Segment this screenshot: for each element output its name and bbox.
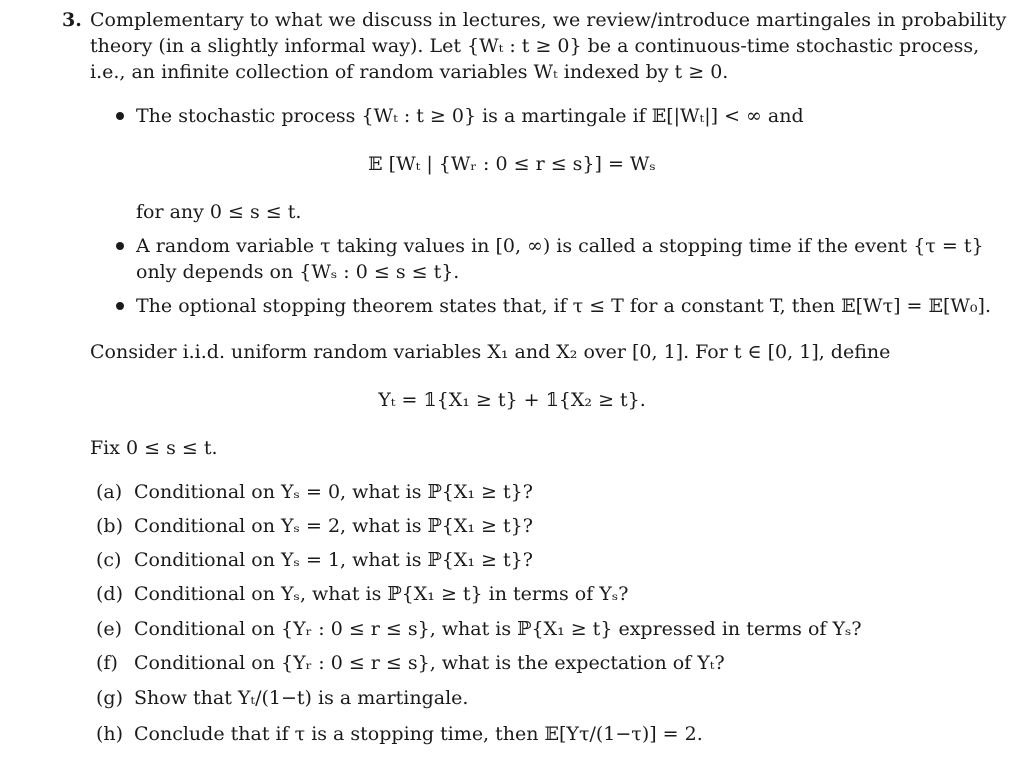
intro-line-2: theory (in a slightly informal way). Let {Wₜ : t ≥ 0} be a continuous-time stochastic process, [90,35,980,57]
bullet-marker [116,242,124,250]
part-b-label: (b) [96,515,123,537]
fix-text: Fix 0 ≤ s ≤ t. [90,437,218,459]
part-d-text: Conditional on Yₛ, what is ℙ{X₁ ≥ t} in terms of Yₛ? [134,583,629,605]
intro-line-1: Complementary to what we discuss in lectures, we review/introduce martingales in probability [90,9,1007,31]
part-f-text: Conditional on {Yᵣ : 0 ≤ r ≤ s}, what is the expectation of Yₜ? [134,652,725,674]
part-a-text: Conditional on Yₛ = 0, what is ℙ{X₁ ≥ t}? [134,481,533,503]
part-h-text: Conclude that if τ is a stopping time, then 𝔼[Yτ/(1−τ)] = 2. [134,723,703,745]
martingale-equation: 𝔼 [Wₜ | {Wᵣ : 0 ≤ r ≤ s}] = Wₛ [368,153,656,175]
part-g-text: Show that Yₜ/(1−t) is a martingale. [134,687,469,709]
part-b-text: Conditional on Yₛ = 2, what is ℙ{X₁ ≥ t}? [134,515,533,537]
part-f-label: (f) [96,652,118,674]
bullet-1-line-1: The stochastic process {Wₜ : t ≥ 0} is a martingale if 𝔼[|Wₜ|] < ∞ and [136,105,804,127]
bullet-1-line-2: for any 0 ≤ s ≤ t. [136,201,302,223]
intro-line-3: i.e., an infinite collection of random variables Wₜ indexed by t ≥ 0. [90,61,729,83]
part-e-text: Conditional on {Yᵣ : 0 ≤ r ≤ s}, what is ℙ{X₁ ≥ t} expressed in terms of Yₛ? [134,618,862,640]
part-a-label: (a) [96,481,123,503]
part-d-label: (d) [96,583,123,605]
part-c-label: (c) [96,549,122,571]
problem-number: 3. [62,9,82,31]
consider-text: Consider i.i.d. uniform random variables X₁ and X₂ over [0, 1]. For t ∈ [0, 1], define [90,341,891,363]
bullet-3-line-1: The optional stopping theorem states that, if τ ≤ T for a constant T, then 𝔼[Wτ] = 𝔼[W₀]. [136,295,991,317]
bullet-2-line-1: A random variable τ taking values in [0, ∞) is called a stopping time if the event {τ = t} [136,235,984,257]
bullet-marker [116,302,124,310]
definition-equation: Yₜ = 𝟙{X₁ ≥ t} + 𝟙{X₂ ≥ t}. [378,389,646,411]
part-h-label: (h) [96,723,124,745]
bullet-2-line-2: only depends on {Wₛ : 0 ≤ s ≤ t}. [136,261,460,283]
part-e-label: (e) [96,618,123,640]
part-g-label: (g) [96,687,123,709]
part-c-text: Conditional on Yₛ = 1, what is ℙ{X₁ ≥ t}? [134,549,533,571]
bullet-marker [116,112,124,120]
